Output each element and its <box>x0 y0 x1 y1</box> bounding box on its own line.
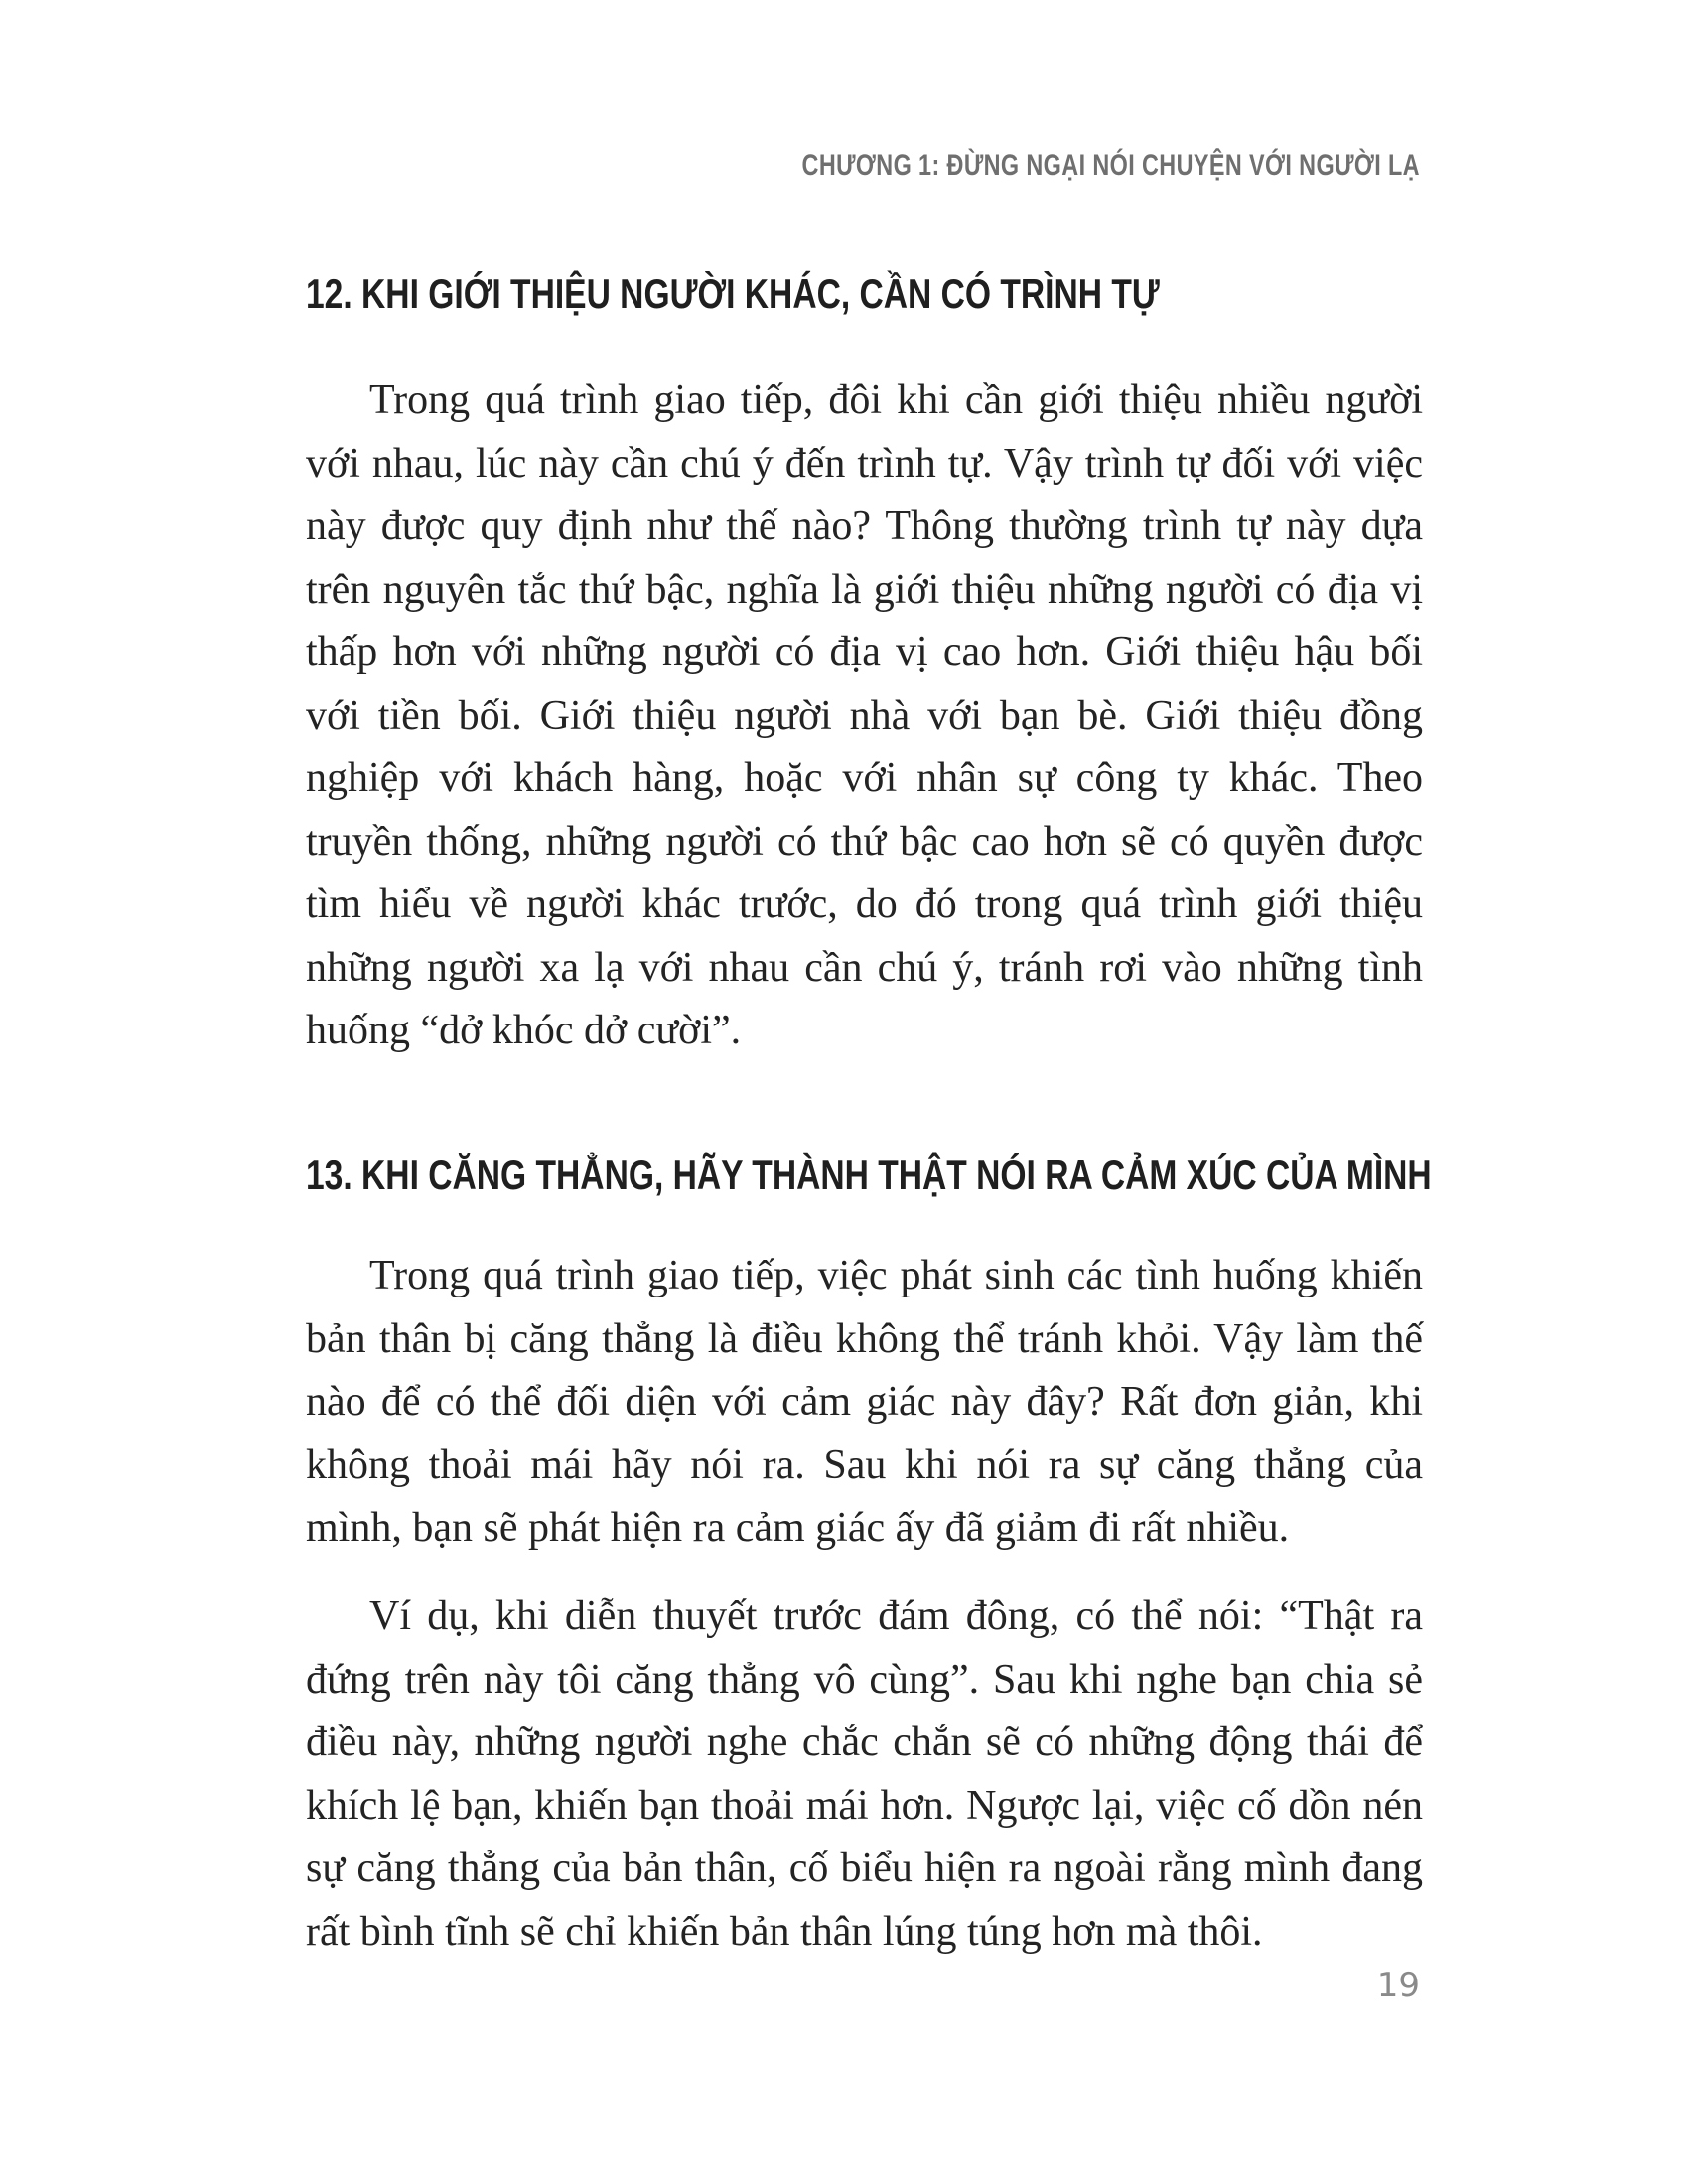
section-title-13: 13. KHI CĂNG THẲNG, HÃY THÀNH THẬT NÓI RA CẢM XÚC CỦA MÌNH <box>306 1152 1432 1198</box>
running-header: CHƯƠNG 1: ĐỪNG NGẠI NÓI CHUYỆN VỚI NGƯỜI LẠ <box>801 149 1420 182</box>
section-title-12: 12. KHI GIỚI THIỆU NGƯỜI KHÁC, CẦN CÓ TRÌNH TỰ <box>306 270 1160 317</box>
section-13-paragraph-1: Trong quá trình giao tiếp, việc phát sinh các tình huống khiến bản thân bị căng thẳng là điều không thể tránh khỏi. Vậy làm thế nào để có thể đối diện với cảm giác này đây? Rất đơn giản, khi không thoải mái hãy nói ra. Sau khi nói ra sự căng thẳng của mình, bạn sẽ phát hiện ra cảm giác ấy đã giảm đi rất nhiều. <box>306 1253 1423 1551</box>
section-13-paragraph-2: Ví dụ, khi diễn thuyết trước đám đông, có thể nói: “Thật ra đứng trên này tôi căng thẳng vô cùng”. Sau khi nghe bạn chia sẻ điều này, những người nghe chắc chắn sẽ có những động thái để khích lệ bạn, khiến bạn thoải mái hơn. Ngược lại, việc cố dồn nén sự căng thẳng của bản thân, cố biểu hiện ra ngoài rằng mình đang rất bình tĩnh sẽ chỉ khiến bản thân lúng túng hơn mà thôi. <box>306 1593 1423 1955</box>
section-12-paragraph: Trong quá trình giao tiếp, đôi khi cần giới thiệu nhiều người với nhau, lúc này cần chú ý đến trình tự. Vậy trình tự đối với việc này được quy định như thế nào? Thông thường trình tự này dựa trên nguyên tắc thứ bậc, nghĩa là giới thiệu những người có địa vị thấp hơn với những người có địa vị cao hơn. Giới thiệu hậu bối với tiền bối. Giới thiệu người nhà với bạn bè. Giới thiệu đồng nghiệp với khách hàng, hoặc với nhân sự công ty khác. Theo truyền thống, những người có thứ bậc cao hơn sẽ có quyền được tìm hiểu về người khác trước, do đó trong quá trình giới thiệu những người xa lạ với nhau cần chú ý, tránh rơi vào những tình huống “dở khóc dở cười”. <box>306 377 1423 1053</box>
page-number: 19 <box>1376 1966 1420 2005</box>
